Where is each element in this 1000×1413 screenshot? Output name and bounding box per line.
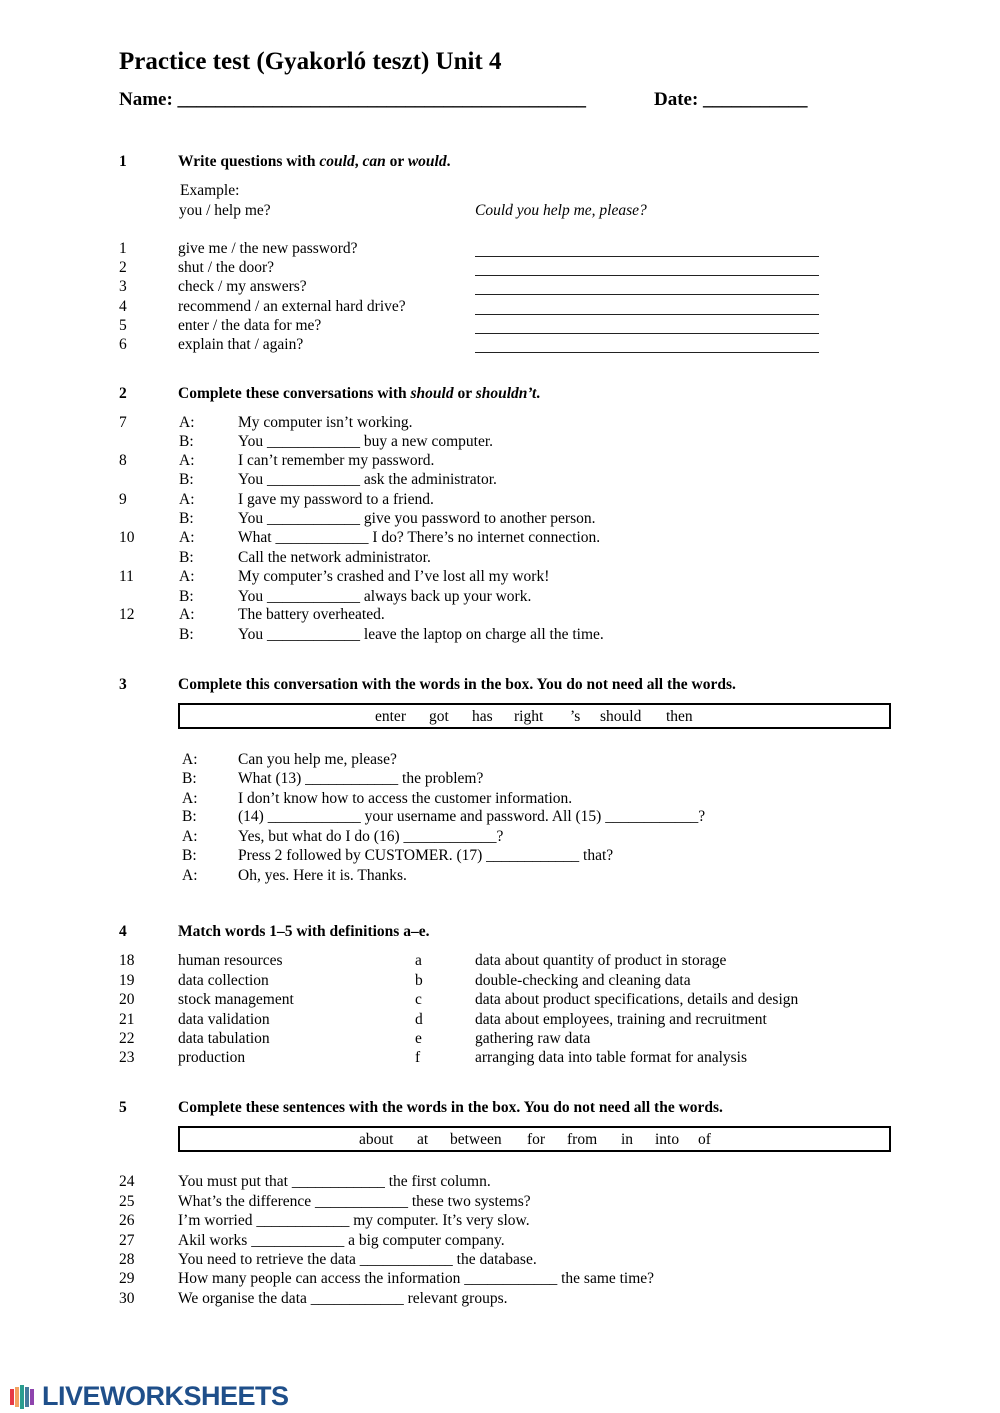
word-box-item: right (514, 708, 544, 725)
word-box-item: enter (375, 708, 406, 725)
page-title: Practice test (Gyakorló teszt) Unit 4 (119, 48, 502, 75)
speaker-label: A: (179, 491, 195, 508)
speaker-label: B: (179, 588, 194, 605)
dialogue-line: I can’t remember my password. (238, 452, 435, 469)
match-word[interactable]: production (178, 1049, 246, 1066)
match-definition[interactable]: double-checking and cleaning data (475, 972, 691, 989)
speaker-label: A: (182, 867, 198, 884)
question-prompt: explain that / again? (178, 336, 304, 353)
section-1-number: 1 (119, 153, 127, 170)
speaker-label: B: (182, 808, 197, 825)
section-2-number: 2 (119, 385, 127, 402)
answer-line[interactable] (475, 352, 819, 353)
match-number: 20 (119, 991, 135, 1008)
word-box-item: got (429, 708, 449, 725)
speaker-label: A: (179, 452, 195, 469)
gap-sentence[interactable]: What’s the difference ____________ these two systems? (178, 1193, 531, 1210)
speaker-label: B: (179, 510, 194, 527)
word-box-item: should (600, 708, 642, 725)
example-prompt: you / help me? (179, 202, 271, 219)
dialogue-line[interactable]: You ____________ give you password to another person. (238, 510, 596, 527)
dialogue-line[interactable]: Press 2 followed by CUSTOMER. (17) ____________ that? (238, 847, 614, 864)
word-box-item: from (567, 1131, 598, 1148)
example-answer: Could you help me, please? (475, 202, 647, 219)
dialogue-line[interactable]: (14) ____________ your username and password. All (15) ____________? (238, 808, 706, 825)
word-box (178, 1126, 891, 1152)
section-4-number: 4 (119, 923, 127, 940)
dialogue-line: Oh, yes. Here it is. Thanks. (238, 867, 407, 884)
word-box (178, 703, 891, 729)
question-number: 29 (119, 1270, 135, 1287)
question-number: 8 (119, 452, 127, 469)
match-number: 19 (119, 972, 135, 989)
match-word[interactable]: stock management (178, 991, 294, 1008)
speaker-label: B: (179, 549, 194, 566)
word-box-item: ’s (570, 708, 581, 725)
question-prompt: give me / the new password? (178, 240, 358, 257)
speaker-label: A: (182, 828, 198, 845)
match-number: 22 (119, 1030, 135, 1047)
section-5-number: 5 (119, 1099, 127, 1116)
question-number: 3 (119, 278, 127, 295)
word-box-item: into (655, 1131, 680, 1148)
match-letter: c (415, 991, 422, 1008)
dialogue-line: The battery overheated. (238, 606, 385, 623)
date-field[interactable]: Date: ___________ (654, 89, 808, 110)
question-number: 10 (119, 529, 135, 546)
match-letter: a (415, 952, 422, 969)
speaker-label: A: (182, 790, 198, 807)
dialogue-line[interactable]: Yes, but what do I do (16) ____________? (238, 828, 504, 845)
question-number: 6 (119, 336, 127, 353)
speaker-label: A: (179, 414, 195, 431)
gap-sentence[interactable]: I’m worried ____________ my computer. It’s very slow. (178, 1212, 530, 1229)
match-letter: e (415, 1030, 422, 1047)
match-letter: b (415, 972, 423, 989)
gap-sentence[interactable]: You need to retrieve the data ____________ the database. (178, 1251, 537, 1268)
example-label: Example: (180, 182, 240, 199)
question-number: 9 (119, 491, 127, 508)
dialogue-line[interactable]: What (13) ____________ the problem? (238, 770, 484, 787)
speaker-label: B: (179, 433, 194, 450)
speaker-label: B: (179, 471, 194, 488)
dialogue-line[interactable]: You ____________ buy a new computer. (238, 433, 494, 450)
dialogue-line: My computer’s crashed and I’ve lost all my work! (238, 568, 550, 585)
dialogue-line[interactable]: You ____________ ask the administrator. (238, 471, 497, 488)
word-box-item: at (417, 1131, 429, 1148)
word-box-item: between (450, 1131, 502, 1148)
section-1-instruction: Write questions with could, can or would. (178, 153, 451, 170)
match-word[interactable]: data tabulation (178, 1030, 270, 1047)
question-prompt: enter / the data for me? (178, 317, 322, 334)
match-definition[interactable]: data about product specifications, details and design (475, 991, 799, 1008)
speaker-label: A: (179, 568, 195, 585)
answer-line[interactable] (475, 256, 819, 257)
question-prompt: recommend / an external hard drive? (178, 298, 406, 315)
question-number: 28 (119, 1251, 135, 1268)
dialogue-line[interactable]: You ____________ leave the laptop on charge all the time. (238, 626, 604, 643)
speaker-label: B: (182, 770, 197, 787)
question-number: 5 (119, 317, 127, 334)
dialogue-line: My computer isn’t working. (238, 414, 413, 431)
section-3-number: 3 (119, 676, 127, 693)
match-word[interactable]: data collection (178, 972, 269, 989)
speaker-label: B: (179, 626, 194, 643)
question-number: 11 (119, 568, 134, 585)
match-number: 23 (119, 1049, 135, 1066)
speaker-label: A: (179, 606, 195, 623)
match-number: 18 (119, 952, 135, 969)
answer-line[interactable] (475, 333, 819, 334)
liveworksheets-icon (10, 1385, 38, 1409)
question-number: 25 (119, 1193, 135, 1210)
gap-sentence[interactable]: We organise the data ____________ relevant groups. (178, 1290, 508, 1307)
word-box-item: then (666, 708, 693, 725)
question-prompt: check / my answers? (178, 278, 307, 295)
word-box-item: of (698, 1131, 711, 1148)
word-box-item: about (359, 1131, 394, 1148)
question-number: 2 (119, 259, 127, 276)
name-field[interactable]: Name: ___________________________________________ (119, 89, 587, 110)
dialogue-line[interactable]: What ____________ I do? There’s no internet connection. (238, 529, 601, 546)
gap-sentence[interactable]: Akil works ____________ a big computer company. (178, 1232, 505, 1249)
question-number: 26 (119, 1212, 135, 1229)
word-box-item: for (527, 1131, 546, 1148)
logo-text: LIVEWORKSHEETS (42, 1381, 289, 1411)
match-definition[interactable]: data about quantity of product in storage (475, 952, 727, 969)
match-word[interactable]: human resources (178, 952, 283, 969)
dialogue-line[interactable]: You ____________ always back up your work. (238, 588, 532, 605)
match-definition[interactable]: arranging data into table format for analysis (475, 1049, 748, 1066)
answer-line[interactable] (475, 314, 819, 315)
gap-sentence[interactable]: You must put that ____________ the first column. (178, 1173, 491, 1190)
answer-line[interactable] (475, 294, 819, 295)
question-number: 27 (119, 1232, 135, 1249)
question-number: 1 (119, 240, 127, 257)
gap-sentence[interactable]: How many people can access the information ____________ the same time? (178, 1270, 655, 1287)
dialogue-line: I gave my password to a friend. (238, 491, 434, 508)
dialogue-line: I don’t know how to access the customer information. (238, 790, 573, 807)
section-4-instruction: Match words 1–5 with definitions a–e. (178, 923, 430, 940)
answer-line[interactable] (475, 275, 819, 276)
speaker-label: B: (182, 847, 197, 864)
match-definition[interactable]: gathering raw data (475, 1030, 591, 1047)
question-number: 7 (119, 414, 127, 431)
question-prompt: shut / the door? (178, 259, 274, 276)
question-number: 4 (119, 298, 127, 315)
speaker-label: A: (182, 751, 198, 768)
question-number: 24 (119, 1173, 135, 1190)
match-letter: f (415, 1049, 421, 1066)
question-number: 12 (119, 606, 135, 623)
question-number: 30 (119, 1290, 135, 1307)
match-number: 21 (119, 1011, 135, 1028)
dialogue-line: Can you help me, please? (238, 751, 397, 768)
match-word[interactable]: data validation (178, 1011, 270, 1028)
match-definition[interactable]: data about employees, training and recruitment (475, 1011, 767, 1028)
section-2-instruction: Complete these conversations with should or shouldn’t. (178, 385, 541, 402)
section-5-instruction: Complete these sentences with the words in the box. You do not need all the words. (178, 1099, 723, 1116)
section-3-instruction: Complete this conversation with the words in the box. You do not need all the words. (178, 676, 736, 693)
speaker-label: A: (179, 529, 195, 546)
match-letter: d (415, 1011, 423, 1028)
word-box-item: has (472, 708, 493, 725)
word-box-item: in (621, 1131, 634, 1148)
dialogue-line: Call the network administrator. (238, 549, 431, 566)
